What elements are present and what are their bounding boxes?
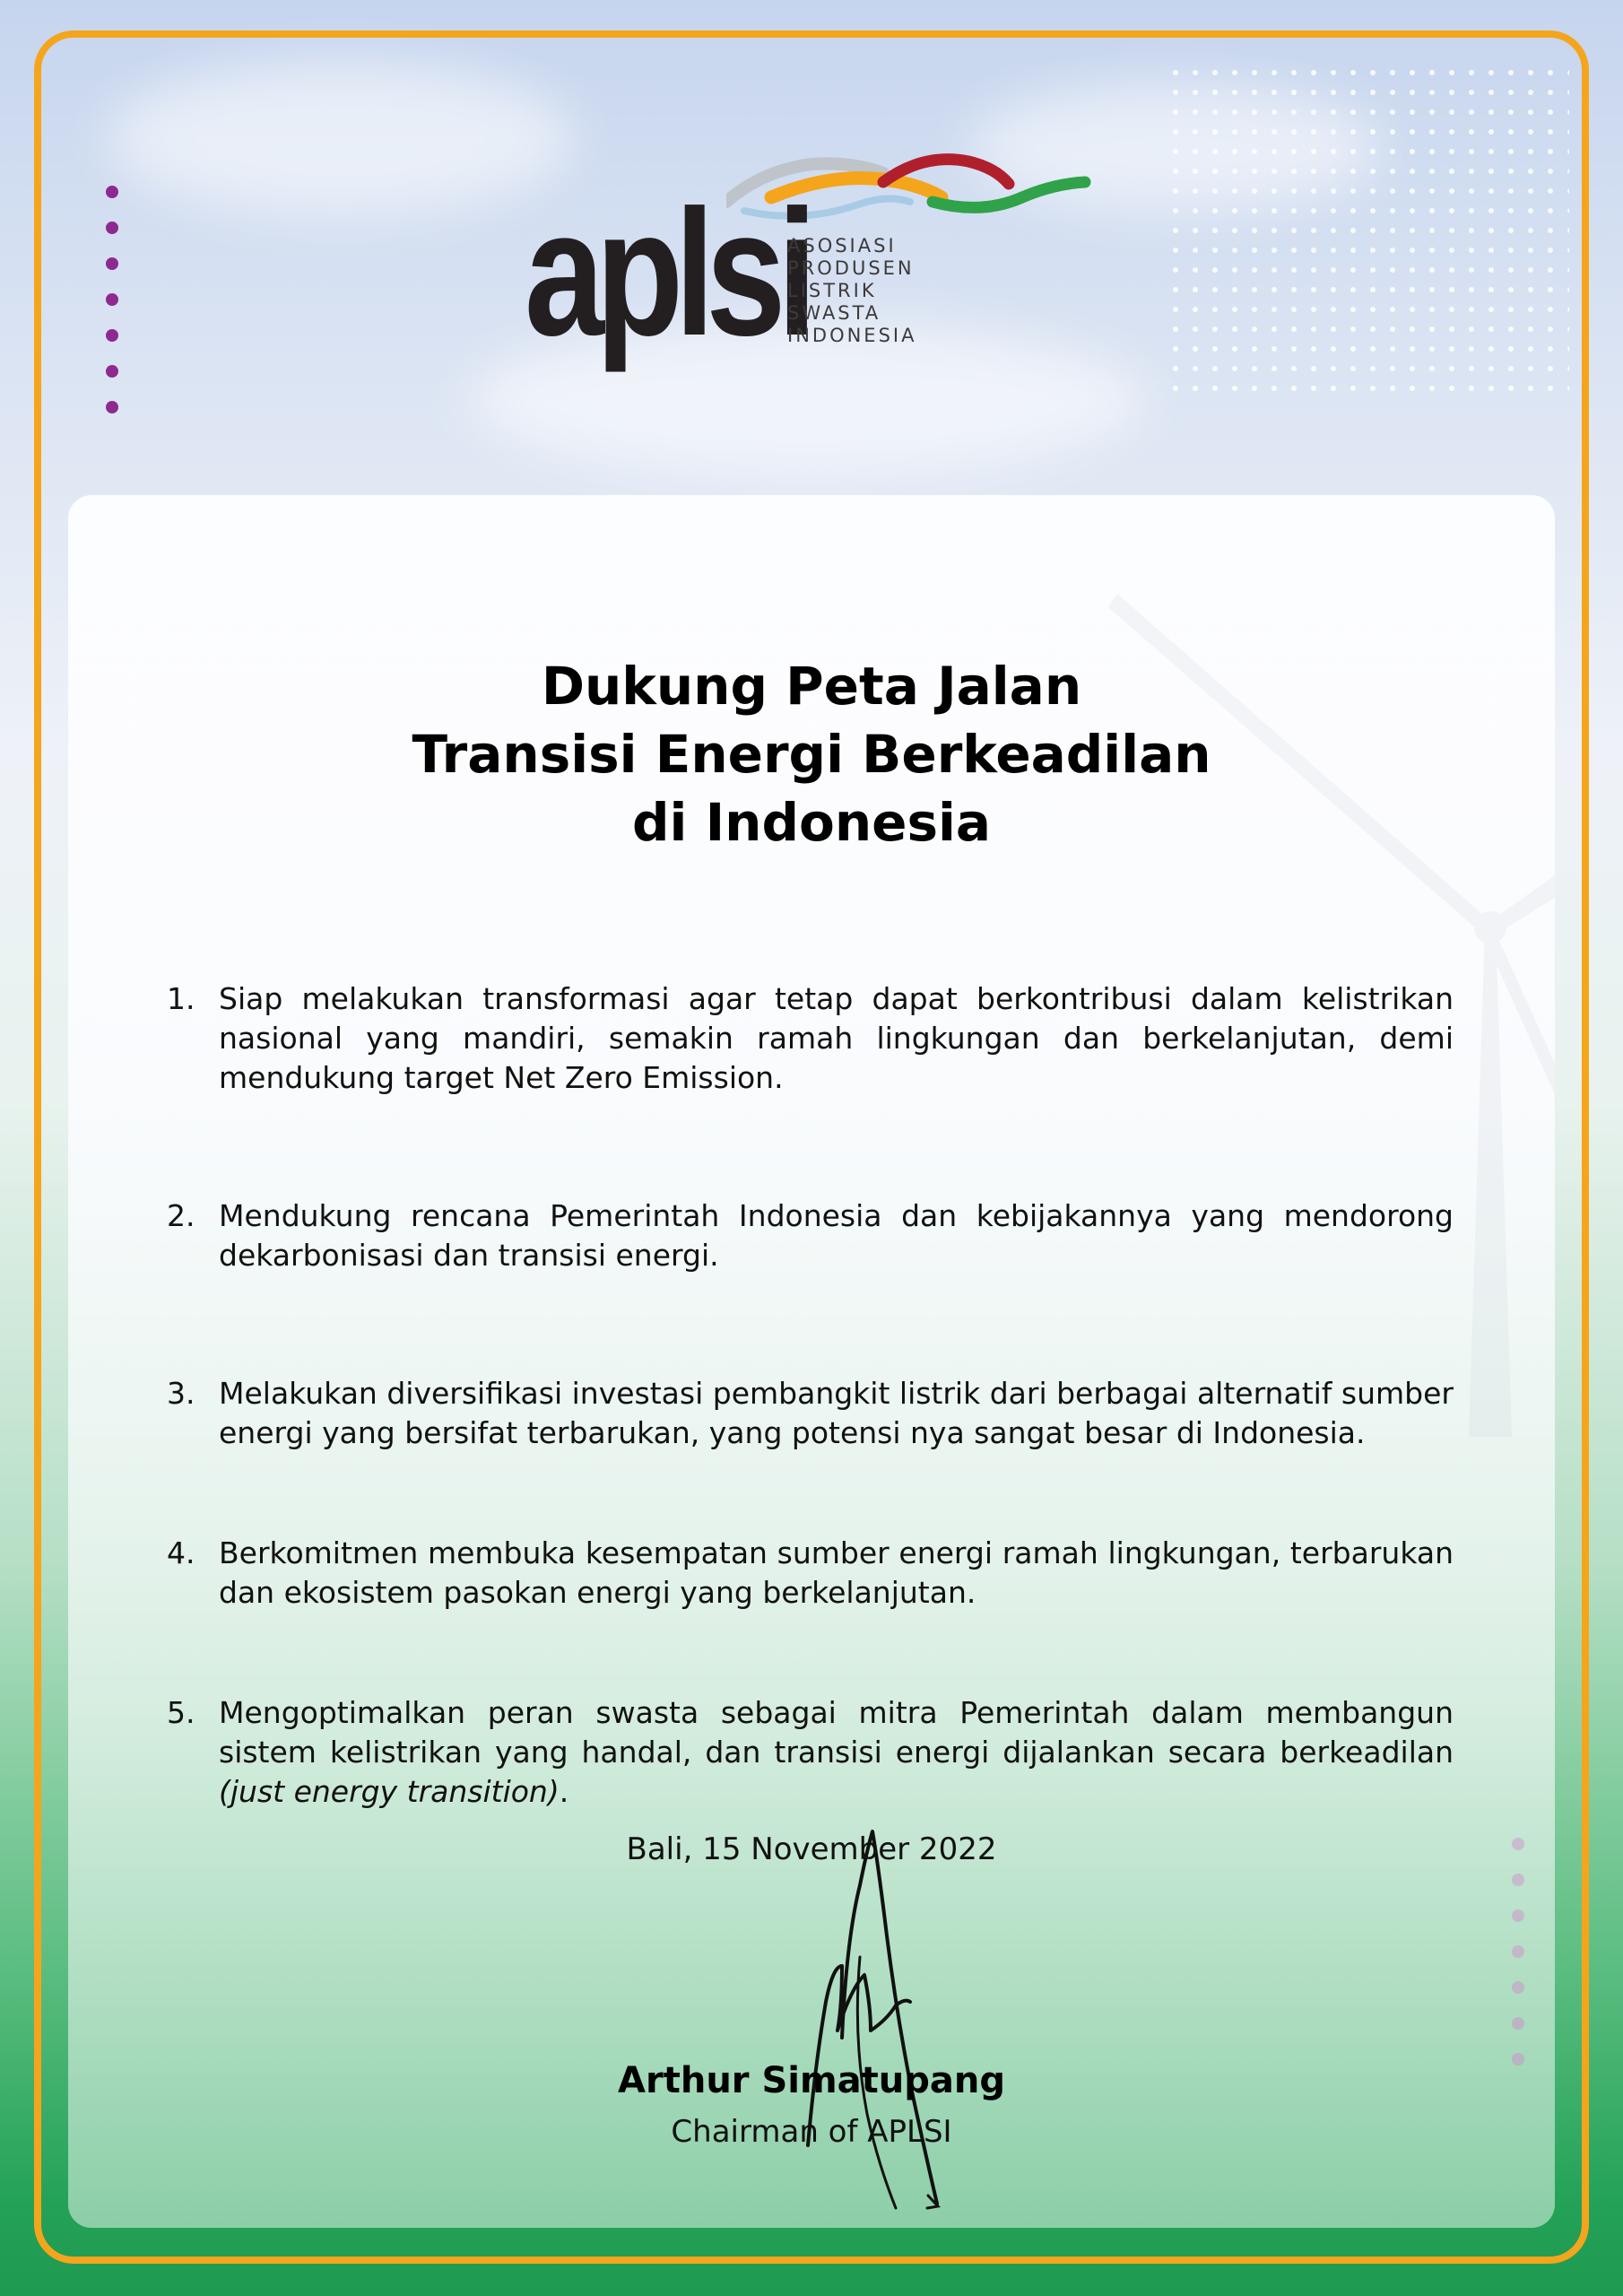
item-text: Siap melakukan transformasi agar tetap dapat berkontribusi dalam kelistrikan nasional yang mandiri, semakin ramah lingkungan dan berkelanjutan, demi mendukung target Net Zero Emission. [219,981,1454,1095]
signature [752,1796,976,2217]
document-title [68,652,1555,857]
item-text: Mendukung rencana Pemerintah Indonesia dan kebijakannya yang mendorong dekarbonisasi dan transisi energi. [219,1198,1454,1273]
commitment-list [167,979,1454,1910]
list-item [167,1693,1454,1812]
decorative-dots-left [106,186,118,413]
item-number: 3. [167,1376,195,1411]
item-text: Mengoptimalkan peran swasta sebagai mitra Pemerintah dalam membangun sistem kelistrikan yang handal, dan transisi energi dijalankan secara berkeadilan [219,1695,1454,1770]
title-line: di Indonesia [632,792,991,853]
title-line: Transisi Energi Berkeadilan [412,724,1211,785]
item-number: 5. [167,1695,195,1730]
item-number: 4. [167,1535,195,1570]
logo-wordmark: aplsi [525,173,809,373]
item-tail: . [559,1774,569,1809]
signer-name: Arthur Simatupang [618,2060,1005,2101]
item-number: 1. [167,981,195,1016]
item-italic-text: (just energy transition) [219,1774,560,1809]
list-item [167,1374,1454,1453]
list-item [167,1534,1454,1613]
item-text: Melakukan diversifikasi investasi pembangkit listrik dari berbagai alternatif sumber energi yang bersifat terbarukan, yang potensi nya sangat besar di Indonesia. [219,1376,1454,1450]
item-text: Berkomitmen membuka kesempatan sumber energi ramah lingkungan, terbarukan dan ekosistem pasokan energi yang berkelanjutan. [219,1535,1454,1610]
signer-role: Chairman of APLSI [671,2114,952,2150]
item-number: 2. [167,1198,195,1233]
logo-subtitle: ASOSIASI PRODUSEN LISTRIK SWASTA INDONESIA [787,235,917,346]
list-item [167,1196,1454,1275]
aplsi-logo [525,148,1098,390]
place-date: Bali, 15 November 2022 [626,1831,997,1867]
list-item [167,979,1454,1098]
title-line: Dukung Peta Jalan [541,656,1082,717]
statement-card [68,495,1555,2228]
